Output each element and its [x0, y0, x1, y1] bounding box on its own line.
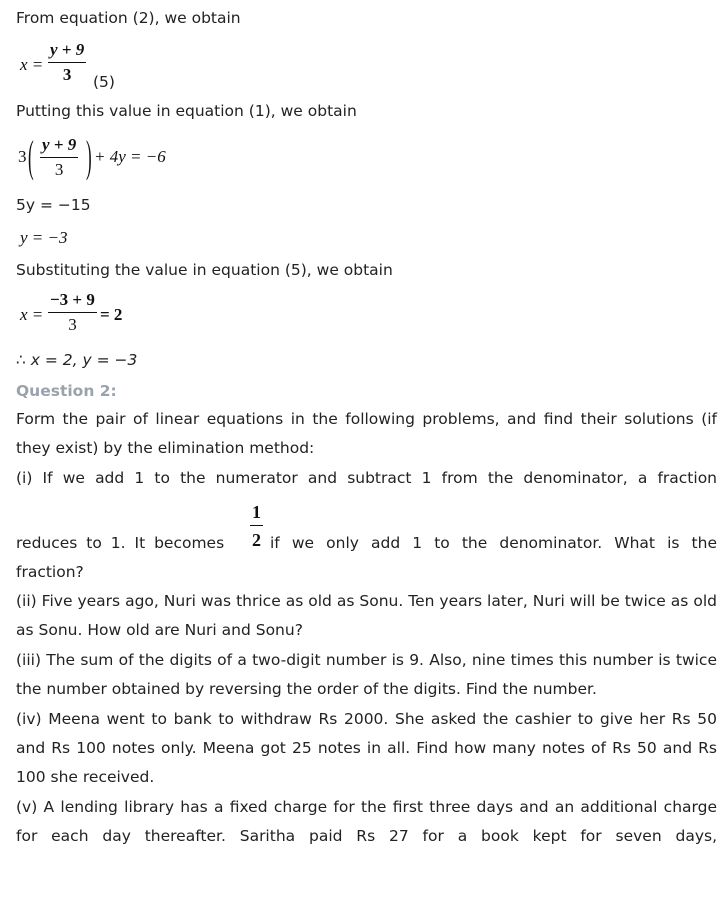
- sub-rest: + 4y = −6: [94, 147, 166, 166]
- text-5y: 5y = −15: [16, 196, 91, 214]
- problem-1-line-c: fraction?: [16, 563, 84, 581]
- problem-5: (v) A lending library has a fixed charge for the first three days and an additional charge for each day thereafter. Saritha paid Rs 27 for a book kept for seven days,: [16, 798, 717, 845]
- eq5-lhs: x =: [20, 55, 44, 74]
- problem-1-line-b-pre: reduces to 1. It becomes: [16, 534, 225, 552]
- problem-1-line-b-post: if we only add 1 to the denominator. What is the: [270, 534, 717, 552]
- eq5-fraction: [48, 40, 86, 85]
- left-paren-icon: (: [28, 132, 34, 182]
- problem-3: (iii) The sum of the digits of a two-digit number is 9. Also, nine times this number is twice the number obtained by reversing the order of the digits. Find the number.: [16, 651, 717, 698]
- problem-1-line-a: (i) If we add 1 to the numerator and subtract 1 from the denominator, a fraction: [16, 469, 717, 487]
- xval-rhs: = 2: [100, 305, 123, 324]
- sub-denominator: 3: [54, 160, 64, 179]
- eq5-numerator: y + 9: [48, 40, 86, 63]
- xval-lhs: x =: [20, 305, 44, 324]
- question-intro: Form the pair of linear equations in the following problems, and find their solutions (if they exist) by the elimination method:: [16, 410, 717, 457]
- problem-1-frac-denominator: 2: [250, 525, 263, 551]
- problem-2: (ii) Five years ago, Nuri was thrice as old as Sonu. Ten years later, Nuri will be twice as old as Sonu. How old are Nuri and Sonu?: [16, 592, 717, 639]
- text-from-equation-2: From equation (2), we obtain: [16, 9, 241, 27]
- eq5-denominator: 3: [62, 65, 72, 84]
- text-substituting: Substituting the value in equation (5), we obtain: [16, 261, 393, 279]
- sub-numerator: y + 9: [40, 135, 78, 158]
- xval-denominator: 3: [68, 315, 77, 334]
- xval-numerator: −3 + 9: [48, 290, 97, 313]
- question-heading: Question 2:: [16, 382, 117, 400]
- problem-4: (iv) Meena went to bank to withdraw Rs 2000. She asked the cashier to give her Rs 50 and Rs 100 notes only. Meena got 25 notes in all. Find how many notes of Rs 50 and Rs 100 she received.: [16, 710, 717, 786]
- text-putting-value: Putting this value in equation (1), we obtain: [16, 102, 357, 120]
- problem-1-fraction: [250, 502, 263, 551]
- sub-coefficient: 3: [18, 147, 27, 166]
- problem-1-frac-numerator: 1: [252, 502, 261, 522]
- right-paren-icon: ): [86, 132, 92, 182]
- sub-fraction: [40, 135, 78, 180]
- text-y-equals: y = −3: [20, 228, 68, 247]
- xval-fraction: [48, 290, 97, 335]
- eq5-tag: (5): [93, 73, 115, 91]
- text-therefore: ∴ x = 2, y = −3: [16, 351, 138, 369]
